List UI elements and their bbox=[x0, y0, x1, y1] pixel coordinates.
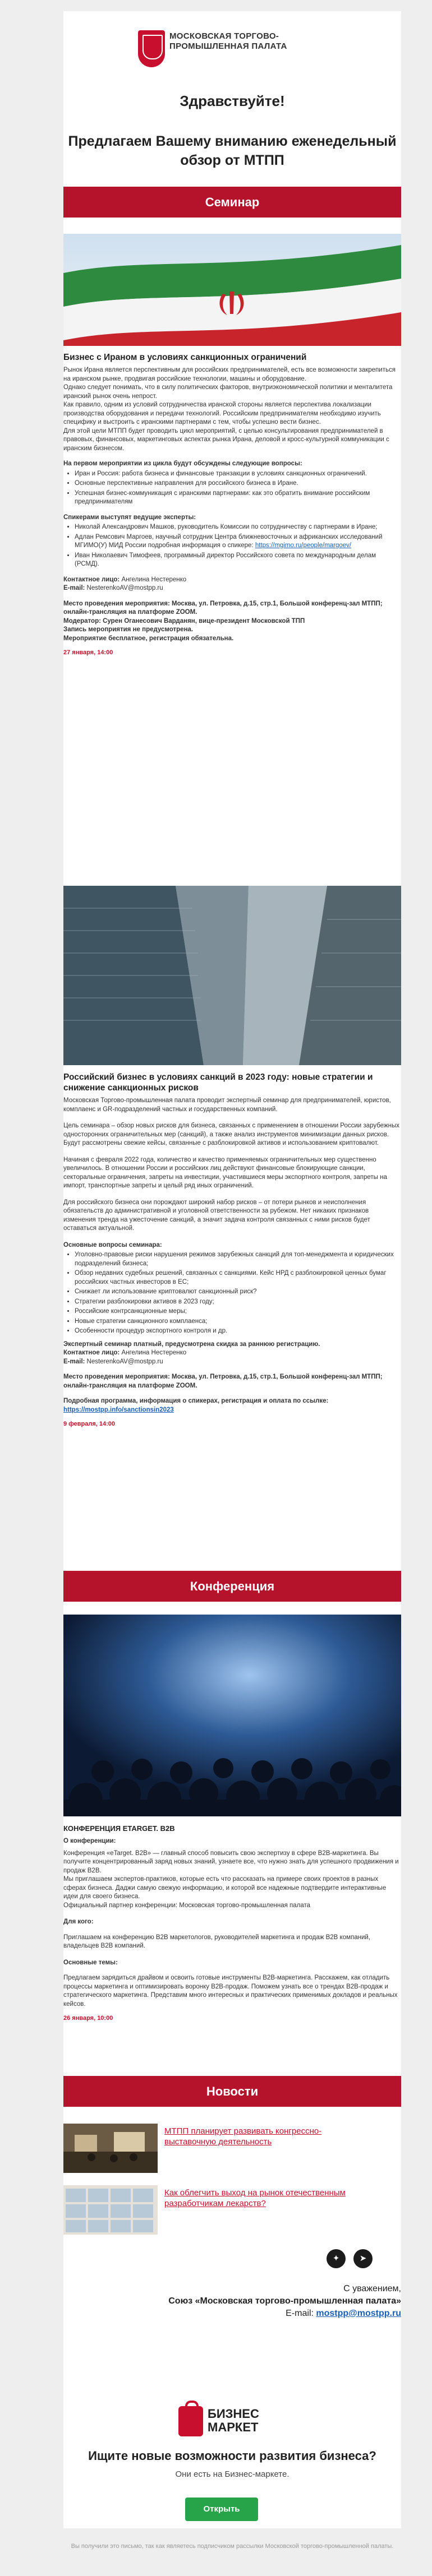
event3-who: Приглашаем на конференцию B2B маркетологов, руководителей маркетинга и продаж B2B компаний, владельцев B2B компаний. bbox=[63, 1934, 371, 1949]
event1-p1: Рынок Ирана является перспективным для российских предпринимателей, есть все возможности закрепиться на иранском рынке, продвигая российские технологии, машины и оборудование. bbox=[63, 367, 396, 382]
event3-title[interactable]: КОНФЕРЕНЦИЯ ETARGET. B2B bbox=[63, 1824, 175, 1833]
logo-text: МОСКОВСКАЯ ТОРГОВО-ПРОМЫШЛЕННАЯ ПАЛАТА bbox=[169, 31, 287, 51]
signature-line1: С уважением, bbox=[343, 2284, 401, 2293]
section-seminar: Семинар bbox=[63, 187, 401, 218]
event2-reg-link[interactable]: https://mostpp.info/sanctionsin2023 bbox=[63, 1406, 174, 1413]
event2-date: 9 февраля, 14:00 bbox=[63, 1421, 116, 1427]
event1-p4: Для этой цели МТПП будет проводить цикл мероприятий, с целью консультирования предпринимателей в правовых, финансовых, маркетинговых аспектах рынка Ирана, деловой и кросс-культурной коммуникации с иранским бизнесом. bbox=[63, 427, 389, 452]
topics-label: Основные темы: bbox=[63, 1959, 118, 1966]
event1-body bbox=[63, 352, 401, 661]
news-thumbnail[interactable] bbox=[63, 2124, 158, 2173]
event1-record: Запись мероприятия не предусмотрена. bbox=[63, 626, 194, 633]
event1-speakers-title: Спикерами выступят ведущие эксперты: bbox=[63, 514, 196, 521]
footer-note: Вы получили это письмо, так как являетесь подписчиком рассылки Московской торгово-промышленной палаты. bbox=[71, 2543, 394, 2550]
list-item: • Стратегии разблокировки активов в 2023 году; bbox=[75, 1298, 401, 1307]
signature-email[interactable]: mostpp@mostpp.ru bbox=[316, 2309, 401, 2318]
email-label: E-mail: bbox=[63, 1358, 85, 1365]
event1-questions-list bbox=[75, 470, 401, 507]
event2-p1: Московская Торгово-промышленная палата проводит экспертный семинар для предпринимателей, юристов, комплаенс и GR-подразделений частных и государственных компаний. bbox=[63, 1097, 391, 1113]
list-item: • Российские контрсанкционные меры; bbox=[75, 1307, 401, 1316]
event2-questions-list bbox=[75, 1251, 401, 1336]
signature bbox=[63, 2283, 401, 2320]
event2-p2: Цель семинара – обзор новых рисков для бизнеса, связанных с применением в отношении России зарубежных односторонних ограничительных мер (санкций), а также анализ инструментов минимизации данных рисков. Будут рассмотрены свежие кейсы, связанные с разблокировкой активов и использованием криптовалют. bbox=[63, 1122, 400, 1146]
event1-place: Место проведения мероприятия: Москва, ул. Петровка, д.15, стр.1, Большой конференц-зал МТПП; онлайн-трансляция на платформе ZOOM. bbox=[63, 600, 383, 616]
greeting: Здравствуйте! bbox=[180, 93, 285, 109]
business-market-question: Ищите новые возможности развития бизнеса? bbox=[88, 2449, 376, 2463]
event3-about2: Мы приглашаем экспертов-практиков, которые есть что рассказать на примере своих проектов в разных сферах бизнеса. Даджи самую свежую информацию, и которой все надежные подтвердите интерактивные идеи для своего бизнеса. bbox=[63, 1876, 387, 1900]
list-item bbox=[75, 533, 401, 551]
conference-audience-image bbox=[63, 1615, 401, 1816]
signature-email-label: E-mail: bbox=[286, 2309, 314, 2318]
event2-body bbox=[63, 1072, 401, 1432]
news-link[interactable]: МТПП планирует развивать конгрессно-выставочную деятельность bbox=[164, 2126, 322, 2147]
list-item: • Иран и Россия: работа бизнеса и финансовые транзакции в условиях санкционных ограничений. bbox=[75, 470, 401, 479]
list-item: • Николай Александрович Машков, руководитель Комиссии по сотрудничеству с партнерами в Иране; bbox=[75, 523, 401, 532]
event3-about: Конференция «eTarget. B2B» — главный способ повысить свою экспертизу в сфере B2B-маркетинга. Вы получите концентрированный заряд новых знаний, узнаете все, что нужно знать для успешного продвижения и продаж B2B. bbox=[63, 1849, 399, 1874]
email-label: E-mail: bbox=[63, 585, 85, 591]
shopping-bag-icon bbox=[178, 2406, 203, 2436]
event1-free: Мероприятие бесплатное, регистрация обязательна. bbox=[63, 635, 234, 642]
speaker-text: Адлан Ремсович Маргоев, научный сотрудник Центра ближневосточных и африканских исследований МГИМО(У) МИД России подробная информация о спикере: bbox=[75, 533, 383, 549]
event1-moderator: Модератор: Сурен Оганесович Варданян, вице-президент Московской ТПП bbox=[63, 617, 305, 625]
intro-heading: Предлагаем Вашему вниманию еженедельный обзор от МТПП bbox=[68, 133, 397, 168]
contact-email[interactable]: NesterenkoAV@mostpp.ru bbox=[86, 1358, 163, 1365]
event2-questions-title: Основные вопросы семинара: bbox=[63, 1241, 162, 1248]
event2-reg-label: Подробная программа, информация о спикерах, регистрация и оплата по ссылке: bbox=[63, 1398, 329, 1404]
open-button[interactable]: Открыть bbox=[185, 2498, 258, 2521]
contact-label: Контактное лицо: bbox=[63, 576, 120, 583]
contact-name: Ангелина Нестеренко bbox=[121, 1349, 187, 1356]
list-item: • Уголовно-правовые риски нарушения режимов зарубежных санкций для топ-менеджмента и юридических подразделений бизнеса; bbox=[75, 1251, 401, 1268]
event1-p2: Однако следует понимать, что в силу политических факторов, внутриэкономической политики и менталитета иранский рынок очень непрост. bbox=[63, 384, 393, 400]
list-item: • Основные перспективные направления для российского бизнеса в Иране. bbox=[75, 479, 401, 488]
mtpp-logo[interactable] bbox=[138, 30, 289, 70]
business-market-logo-text: БИЗНЕС МАРКЕТ bbox=[208, 2407, 259, 2434]
list-item: • Особенности процедур экспортного контроля и др. bbox=[75, 1327, 401, 1336]
telegram-icon[interactable]: ➤ bbox=[353, 2249, 373, 2268]
list-item: • Новые стратегии санкционного комплаенса; bbox=[75, 1317, 401, 1326]
event2-paid: Экспертный семинар платный, предусмотрена скидка за раннюю регистрацию. bbox=[63, 1340, 320, 1348]
iran-flag-image bbox=[63, 234, 401, 346]
event3-topics: Предлагаем зарядиться драйвом и освоить готовые инструменты B2B-маркетинга. Расскажем, как отладить процессы маркетинга и оптимизировать воронку B2B-продаж. Поможем узнать все о трендах B2B-продаж и стратегического маркетинга. Представим много интересных и практических применимых докладов и реальных кейсов. bbox=[63, 1974, 398, 2008]
event1-questions-title: На первом мероприятии из цикла будут обсуждены следующие вопросы: bbox=[63, 460, 302, 467]
twitter-icon[interactable]: ✦ bbox=[327, 2249, 346, 2268]
news-thumbnail[interactable] bbox=[63, 2185, 158, 2235]
list-item: • Обзор недавних судебных решений, связанных с санкциями. Кейс НРД с разблокировкой ценных бумаг российских частных инвесторов в ЕС; bbox=[75, 1269, 401, 1287]
event3-partner: Официальный партнер конференции: Московская торгово-промышленная палата bbox=[63, 1902, 311, 1909]
event3-date: 26 января, 10:00 bbox=[63, 2015, 113, 2022]
business-market-logo[interactable] bbox=[178, 2404, 259, 2440]
event2-title[interactable]: Российский бизнес в условиях санкций в 2023 году: новые стратегии и снижение санкционных рисков bbox=[63, 1072, 373, 1093]
event1-p3: Как правило, одним из условий сотрудничества иранской стороны является перспектива локализации производства оборудования и передачи технологий. Российским предпринимателям необходимо изучить специфику и выстроить с иранскими партнерами с тем, чтобы успешно вести бизнес. bbox=[63, 401, 381, 426]
list-item: • Иван Николаевич Тимофеев, программный директор Российского совета по международным делам (РСМД). bbox=[75, 552, 401, 569]
signature-line2: Союз «Московская торгово-промышленная палата» bbox=[168, 2296, 401, 2306]
speaker-link[interactable]: https://mgimo.ru/people/margoev/ bbox=[255, 542, 352, 549]
event2-p4: Для российского бизнеса они порождают широкий набор рисков – от потери рынков и неисполнения обязательств до административной и уголовной ответственности за рубежом. Нет никаких признаков изменения тренда на ужесточение санкций, а значит задача контроля связанных с ними рисков будет оставаться актуальной. bbox=[63, 1199, 370, 1232]
contact-name: Ангелина Нестеренко bbox=[121, 576, 187, 583]
section-news: Новости bbox=[63, 2076, 401, 2107]
news-link[interactable]: Как облегчить выход на рынок отечественным разработчикам лекарств? bbox=[164, 2188, 346, 2208]
contact-label: Контактное лицо: bbox=[63, 1349, 120, 1356]
mtpp-emblem-icon bbox=[138, 30, 165, 67]
news-item[interactable] bbox=[63, 2185, 401, 2235]
event3-body bbox=[63, 1823, 401, 2027]
business-market-subtitle: Они есть на Бизнес-маркете. bbox=[175, 2469, 289, 2479]
skyscrapers-image bbox=[63, 886, 401, 1065]
contact-email[interactable]: NesterenkoAV@mostpp.ru bbox=[86, 585, 163, 591]
event1-title[interactable]: Бизнес с Ираном в условиях санкционных ограничений bbox=[63, 353, 307, 362]
list-item: • Снижает ли использование криптовалют санкционный риск? bbox=[75, 1288, 401, 1297]
event1-speakers-list bbox=[75, 523, 401, 569]
who-label: Для кого: bbox=[63, 1918, 94, 1925]
event2-p3: Начиная с февраля 2022 года, количество и качество применяемых ограничительных мер существенно увеличилось. В отношении России и российских лиц действуют финансовые блокирующие санкции, секторальные ограничения, запреты на инвестиции, участившиеся меры экспортного контроля, запреты на импорт, транспортные запреты и целый ряд иных ограничений. bbox=[63, 1156, 387, 1189]
section-conference: Конференция bbox=[63, 1571, 401, 1602]
about-label: О конференции: bbox=[63, 1838, 116, 1844]
event1-date: 27 января, 14:00 bbox=[63, 649, 113, 656]
event2-place: Место проведения мероприятия: Москва, ул. Петровка, д.15, стр.1, Большой конференц-зал МТПП; онлайн-трансляция на платформе ZOOM. bbox=[63, 1373, 383, 1389]
list-item: • Успешная бизнес-коммуникация с иранскими партнерами: как это обратить внимание российским предпринимателям bbox=[75, 489, 401, 507]
news-item[interactable] bbox=[63, 2124, 401, 2173]
